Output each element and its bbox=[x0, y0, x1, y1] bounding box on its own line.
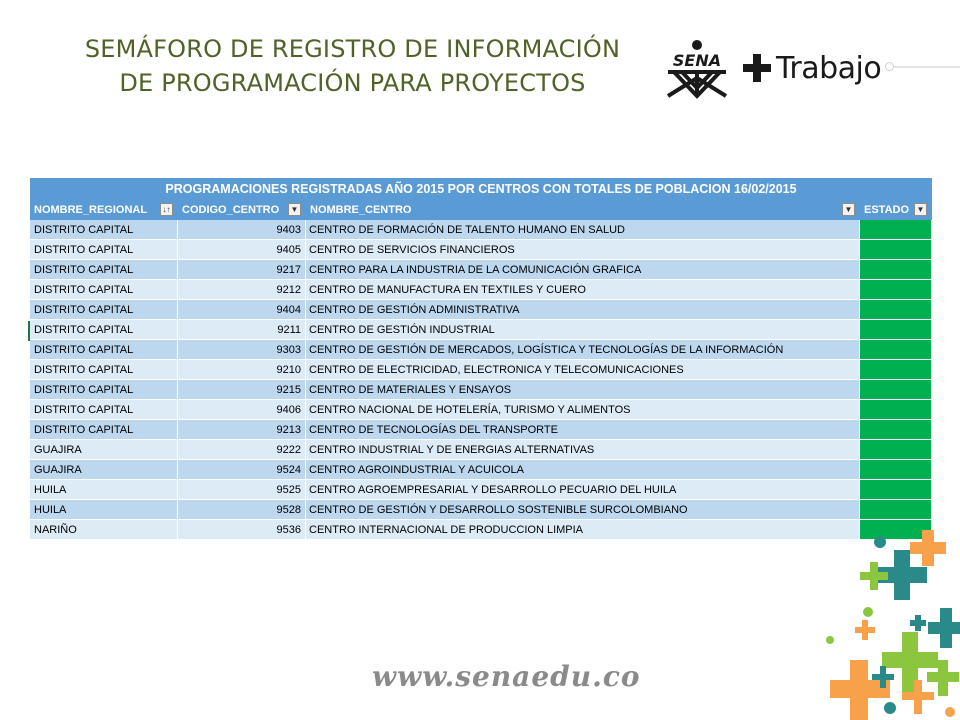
cell-codigo[interactable]: 9217 bbox=[178, 260, 306, 280]
filter-dropdown-icon[interactable]: ▼ bbox=[842, 203, 855, 216]
cell-centro[interactable]: CENTRO INDUSTRIAL Y DE ENERGIAS ALTERNATIVAS bbox=[306, 440, 860, 460]
status-indicator[interactable] bbox=[860, 320, 932, 340]
cell-centro[interactable]: CENTRO DE MANUFACTURA EN TEXTILES Y CUERO bbox=[306, 280, 860, 300]
cell-regional[interactable]: DISTRITO CAPITAL bbox=[30, 220, 178, 240]
table-body bbox=[30, 220, 932, 540]
trabajo-logo bbox=[742, 48, 881, 88]
column-header-centro-label: NOMBRE_CENTRO bbox=[310, 204, 412, 216]
column-header-estado bbox=[860, 200, 932, 220]
table-row bbox=[30, 300, 932, 320]
status-indicator[interactable] bbox=[860, 260, 932, 280]
programaciones-table bbox=[30, 178, 932, 540]
cell-regional[interactable]: DISTRITO CAPITAL bbox=[30, 280, 178, 300]
status-indicator[interactable] bbox=[860, 280, 932, 300]
cell-codigo[interactable]: 9403 bbox=[178, 220, 306, 240]
cell-regional[interactable]: GUAJIRA bbox=[30, 460, 178, 480]
cell-codigo[interactable]: 9528 bbox=[178, 500, 306, 520]
table-row bbox=[30, 440, 932, 460]
cell-codigo[interactable]: 9405 bbox=[178, 240, 306, 260]
table-row bbox=[30, 220, 932, 240]
cell-centro[interactable]: CENTRO DE TECNOLOGÍAS DEL TRANSPORTE bbox=[306, 420, 860, 440]
column-header-codigo-label: CODIGO_CENTRO bbox=[182, 204, 280, 216]
cell-centro[interactable]: CENTRO PARA LA INDUSTRIA DE LA COMUNICACIÓN GRAFICA bbox=[306, 260, 860, 280]
cell-centro[interactable]: CENTRO DE MATERIALES Y ENSAYOS bbox=[306, 380, 860, 400]
cell-codigo[interactable]: 9404 bbox=[178, 300, 306, 320]
decorative-dot bbox=[885, 62, 894, 71]
cell-centro[interactable]: CENTRO INTERNACIONAL DE PRODUCCION LIMPIA bbox=[306, 520, 860, 540]
cell-centro[interactable]: CENTRO AGROEMPRESARIAL Y DESARROLLO PECUARIO DEL HUILA bbox=[306, 480, 860, 500]
column-header-regional bbox=[30, 200, 178, 220]
cell-codigo[interactable]: 9406 bbox=[178, 400, 306, 420]
cell-regional[interactable]: DISTRITO CAPITAL bbox=[30, 320, 178, 340]
cell-codigo[interactable]: 9303 bbox=[178, 340, 306, 360]
decorative-line bbox=[890, 66, 960, 68]
cell-regional[interactable]: DISTRITO CAPITAL bbox=[30, 300, 178, 320]
cell-regional[interactable]: DISTRITO CAPITAL bbox=[30, 400, 178, 420]
cell-regional[interactable]: DISTRITO CAPITAL bbox=[30, 260, 178, 280]
plus-icon bbox=[910, 530, 946, 566]
cell-codigo[interactable]: 9213 bbox=[178, 420, 306, 440]
trabajo-logo-text: Trabajo bbox=[776, 50, 882, 86]
column-header-estado-label: ESTADO bbox=[864, 204, 910, 216]
table-title: PROGRAMACIONES REGISTRADAS AÑO 2015 POR CENTROS CON TOTALES DE POBLACION 16/02/2015 bbox=[30, 178, 932, 200]
page-title-line2: DE PROGRAMACIÓN PARA PROYECTOS bbox=[119, 69, 586, 97]
cell-codigo[interactable]: 9212 bbox=[178, 280, 306, 300]
status-indicator[interactable] bbox=[860, 460, 932, 480]
cell-centro[interactable]: CENTRO DE GESTIÓN DE MERCADOS, LOGÍSTICA Y TECNOLOGÍAS DE LA INFORMACIÓN bbox=[306, 340, 860, 360]
table-row bbox=[30, 500, 932, 520]
status-indicator[interactable] bbox=[860, 500, 932, 520]
table-row bbox=[30, 400, 932, 420]
page-title bbox=[40, 32, 665, 100]
table-header-row bbox=[30, 200, 932, 220]
table-row bbox=[30, 460, 932, 480]
table-row bbox=[30, 420, 932, 440]
cell-regional[interactable]: DISTRITO CAPITAL bbox=[30, 420, 178, 440]
column-header-codigo bbox=[178, 200, 306, 220]
cell-regional[interactable]: GUAJIRA bbox=[30, 440, 178, 460]
status-indicator[interactable] bbox=[860, 400, 932, 420]
table-row bbox=[30, 320, 932, 340]
cell-centro[interactable]: CENTRO AGROINDUSTRIAL Y ACUICOLA bbox=[306, 460, 860, 480]
status-indicator[interactable] bbox=[860, 380, 932, 400]
plus-icon bbox=[910, 615, 926, 631]
cell-regional[interactable]: NARIÑO bbox=[30, 520, 178, 540]
cell-codigo[interactable]: 9215 bbox=[178, 380, 306, 400]
cell-regional[interactable]: DISTRITO CAPITAL bbox=[30, 360, 178, 380]
plus-icon bbox=[882, 632, 938, 692]
filter-active-icon[interactable]: ▼ bbox=[914, 203, 927, 216]
page-title-line1: SEMÁFORO DE REGISTRO DE INFORMACIÓN bbox=[84, 35, 621, 63]
cell-codigo[interactable]: 9222 bbox=[178, 440, 306, 460]
table-row bbox=[30, 480, 932, 500]
status-indicator[interactable] bbox=[860, 360, 932, 380]
cell-regional[interactable]: DISTRITO CAPITAL bbox=[30, 380, 178, 400]
status-indicator[interactable] bbox=[860, 480, 932, 500]
cell-centro[interactable]: CENTRO DE FORMACIÓN DE TALENTO HUMANO EN SALUD bbox=[306, 220, 860, 240]
cell-centro[interactable]: CENTRO DE SERVICIOS FINANCIEROS bbox=[306, 240, 860, 260]
cell-codigo[interactable]: 9211 bbox=[178, 320, 306, 340]
status-indicator[interactable] bbox=[860, 300, 932, 320]
status-indicator[interactable] bbox=[860, 420, 932, 440]
table-row bbox=[30, 280, 932, 300]
cell-centro[interactable]: CENTRO DE GESTIÓN ADMINISTRATIVA bbox=[306, 300, 860, 320]
cell-centro[interactable]: CENTRO DE ELECTRICIDAD, ELECTRONICA Y TELECOMUNICACIONES bbox=[306, 360, 860, 380]
status-indicator[interactable] bbox=[860, 220, 932, 240]
table-row bbox=[30, 240, 932, 260]
sena-logo-text: SENA bbox=[672, 51, 722, 70]
table-row bbox=[30, 360, 932, 380]
status-indicator[interactable] bbox=[860, 440, 932, 460]
cell-regional[interactable]: HUILA bbox=[30, 500, 178, 520]
column-header-regional-label: NOMBRE_REGIONAL bbox=[34, 204, 148, 216]
plus-icon bbox=[860, 562, 888, 590]
plus-icon bbox=[742, 53, 772, 83]
cell-codigo[interactable]: 9524 bbox=[178, 460, 306, 480]
table-row bbox=[30, 340, 932, 360]
table-row bbox=[30, 380, 932, 400]
cell-regional[interactable]: DISTRITO CAPITAL bbox=[30, 240, 178, 260]
cell-codigo[interactable]: 9210 bbox=[178, 360, 306, 380]
decorative-plus-pattern bbox=[790, 520, 960, 720]
website-url: www.senaedu.co bbox=[372, 660, 641, 693]
status-indicator[interactable] bbox=[860, 340, 932, 360]
plus-icon bbox=[928, 608, 960, 648]
column-header-centro bbox=[306, 200, 860, 220]
cell-centro[interactable]: CENTRO DE GESTIÓN INDUSTRIAL bbox=[306, 320, 860, 340]
cell-regional[interactable]: HUILA bbox=[30, 480, 178, 500]
plus-icon bbox=[855, 620, 875, 640]
cell-codigo[interactable]: 9536 bbox=[178, 520, 306, 540]
sena-logo bbox=[664, 38, 730, 100]
table-row bbox=[30, 260, 932, 280]
cell-centro[interactable]: CENTRO NACIONAL DE HOTELERÍA, TURISMO Y ALIMENTOS bbox=[306, 400, 860, 420]
sort-filter-icon[interactable]: ↓↑ bbox=[160, 203, 173, 216]
cell-regional[interactable]: DISTRITO CAPITAL bbox=[30, 340, 178, 360]
filter-dropdown-icon[interactable]: ▼ bbox=[288, 203, 301, 216]
cell-centro[interactable]: CENTRO DE GESTIÓN Y DESARROLLO SOSTENIBLE SURCOLOMBIANO bbox=[306, 500, 860, 520]
status-indicator[interactable] bbox=[860, 240, 932, 260]
cell-codigo[interactable]: 9525 bbox=[178, 480, 306, 500]
